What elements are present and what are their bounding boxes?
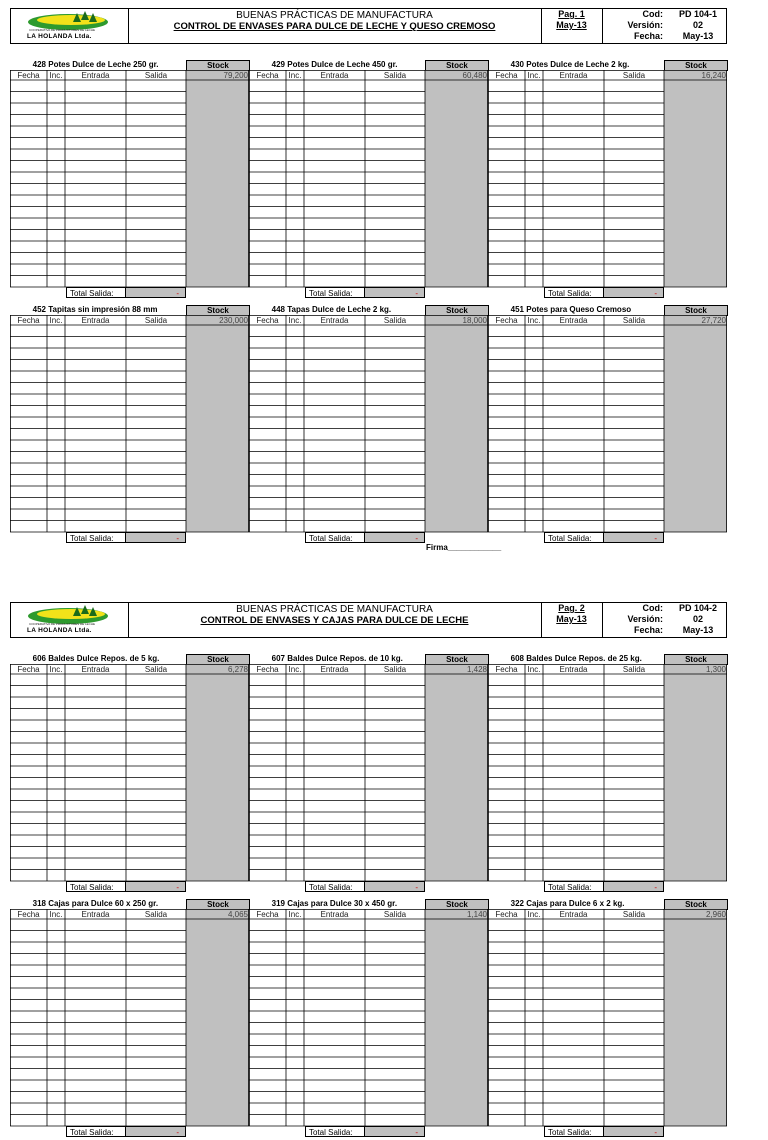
meta-value-code: PD 104-2: [678, 603, 718, 613]
stock-value: 1,140: [466, 910, 487, 919]
logo-subtitle: COOPERATIVA DE PRODUCTORES DE LECHE: [29, 622, 96, 626]
column-header-fecha: Fecha: [495, 71, 518, 80]
company-logo: [11, 603, 129, 637]
section-title: [488, 654, 664, 664]
document-meta: [603, 603, 727, 636]
total-salida-label: Total Salida:: [544, 287, 604, 298]
total-salida-label: Total Salida:: [305, 532, 365, 543]
column-header-salida: Salida: [144, 316, 168, 325]
column-header-fecha: Fecha: [17, 910, 40, 919]
inventory-section: [488, 899, 727, 1140]
column-header-entrada: Entrada: [559, 910, 588, 919]
inventory-section: [10, 899, 249, 1140]
meta-row-code: [603, 603, 727, 614]
product-code: 451: [510, 305, 524, 314]
meta-label-code: Cod:: [642, 603, 663, 613]
stock-column-fill: [186, 70, 249, 287]
section-title: [249, 899, 425, 909]
stock-value: 1,300: [705, 665, 726, 674]
stock-value: 4,065: [227, 910, 248, 919]
column-header-salida: Salida: [383, 910, 407, 919]
entry-grid: [249, 909, 488, 1127]
section-title: [10, 60, 186, 70]
column-header-inc: Inc.: [527, 665, 541, 674]
column-header-salida: Salida: [383, 71, 407, 80]
column-header-entrada: Entrada: [320, 910, 349, 919]
column-header-fecha: Fecha: [17, 665, 40, 674]
page-number-cell: [541, 9, 603, 43]
meta-row-version: [603, 614, 727, 625]
total-salida-value: -: [604, 287, 664, 298]
stock-value: 60,480: [462, 71, 487, 80]
product-code: 322: [510, 899, 524, 908]
stock-column-fill: [186, 909, 249, 1126]
stock-value: 18,000: [462, 316, 487, 325]
total-salida-value: -: [604, 532, 664, 543]
product-code: 452: [32, 305, 46, 314]
stock-value: 16,240: [701, 71, 726, 80]
total-salida-label: Total Salida:: [544, 1126, 604, 1137]
stock-column-fill: [664, 315, 727, 532]
section-title: [249, 305, 425, 315]
header-line-1: BUENAS PRÁCTICAS DE MANUFACTURA: [236, 604, 433, 615]
column-header-inc: Inc.: [49, 316, 63, 325]
stock-label: Stock: [186, 899, 250, 910]
section-title: [488, 305, 664, 315]
logo-name: LA HOLANDA Ltda.: [27, 627, 92, 634]
stock-value: 230,000: [219, 316, 248, 325]
entry-grid: [10, 70, 249, 288]
entry-grid: [10, 315, 249, 533]
entry-grid: [249, 315, 488, 533]
company-logo: [11, 9, 129, 43]
stock-label: Stock: [425, 899, 489, 910]
column-header-salida: Salida: [144, 910, 168, 919]
stock-label: Stock: [425, 305, 489, 316]
section-title: [488, 60, 664, 70]
total-salida-label: Total Salida:: [66, 881, 126, 892]
meta-value-version: 02: [692, 614, 703, 624]
stock-label: Stock: [186, 305, 250, 316]
stock-column-fill: [664, 664, 727, 881]
section-title: [249, 60, 425, 70]
column-header-salida: Salida: [622, 665, 646, 674]
entry-grid: [249, 70, 488, 288]
meta-value-date: May-13: [682, 31, 714, 41]
total-salida-label: Total Salida:: [66, 1126, 126, 1137]
inventory-section: [488, 654, 727, 895]
product-name: Baldes Dulce Repos. de 5 kg.: [48, 654, 160, 663]
stock-column-fill: [664, 909, 727, 1126]
column-header-inc: Inc.: [49, 665, 63, 674]
column-header-fecha: Fecha: [256, 665, 279, 674]
column-header-entrada: Entrada: [320, 665, 349, 674]
product-code: 606: [32, 654, 46, 663]
column-header-entrada: Entrada: [320, 71, 349, 80]
stock-label: Stock: [425, 654, 489, 665]
column-header-entrada: Entrada: [559, 316, 588, 325]
column-header-inc: Inc.: [49, 71, 63, 80]
meta-value-version: 02: [692, 20, 703, 30]
column-header-salida: Salida: [622, 71, 646, 80]
inventory-section: [249, 305, 488, 546]
inventory-section: [10, 305, 249, 546]
total-salida-label: Total Salida:: [305, 1126, 365, 1137]
product-name: Potes Dulce de Leche 450 gr.: [287, 60, 398, 69]
total-salida-label: Total Salida:: [544, 881, 604, 892]
meta-row-date: [603, 31, 727, 42]
meta-label-date: Fecha:: [633, 625, 663, 635]
section-title: [488, 899, 664, 909]
stock-column-fill: [186, 315, 249, 532]
signature-line: Firma____________: [426, 543, 502, 552]
form-page: [10, 602, 727, 1137]
header-titles: [128, 9, 542, 43]
logo-name: LA HOLANDA Ltda.: [27, 33, 92, 40]
stock-label: Stock: [664, 899, 728, 910]
product-name: Baldes Dulce Repos. de 10 kg.: [287, 654, 403, 663]
column-header-salida: Salida: [622, 910, 646, 919]
column-header-entrada: Entrada: [559, 665, 588, 674]
entry-grid: [488, 70, 727, 288]
column-header-fecha: Fecha: [256, 316, 279, 325]
entry-grid: [10, 664, 249, 882]
column-header-inc: Inc.: [49, 910, 63, 919]
column-header-fecha: Fecha: [256, 71, 279, 80]
product-name: Potes Dulce de Leche 2 kg.: [526, 60, 630, 69]
column-header-inc: Inc.: [527, 910, 541, 919]
header-line-1: BUENAS PRÁCTICAS DE MANUFACTURA: [236, 10, 433, 21]
inventory-section: [488, 305, 727, 546]
column-header-fecha: Fecha: [495, 910, 518, 919]
entry-grid: [488, 909, 727, 1127]
column-header-inc: Inc.: [288, 71, 302, 80]
page-number: Pag. 2: [558, 603, 585, 613]
total-salida-label: Total Salida:: [544, 532, 604, 543]
stock-column-fill: [425, 664, 488, 881]
total-salida-value: -: [126, 287, 186, 298]
column-header-fecha: Fecha: [495, 316, 518, 325]
meta-row-date: [603, 625, 727, 636]
total-salida-value: -: [365, 1126, 425, 1137]
total-salida-value: -: [365, 287, 425, 298]
column-header-inc: Inc.: [288, 665, 302, 674]
column-header-inc: Inc.: [527, 71, 541, 80]
total-salida-label: Total Salida:: [66, 287, 126, 298]
total-salida-value: -: [604, 881, 664, 892]
section-title: [10, 305, 186, 315]
page-number-cell: [541, 603, 603, 637]
stock-label: Stock: [425, 60, 489, 71]
product-name: Potes Dulce de Leche 250 gr.: [48, 60, 159, 69]
column-header-entrada: Entrada: [81, 71, 110, 80]
product-code: 429: [271, 60, 285, 69]
inventory-section: [488, 60, 727, 301]
inventory-section: [249, 654, 488, 895]
column-header-salida: Salida: [144, 665, 168, 674]
stock-value: 27,720: [701, 316, 726, 325]
section-title: [249, 654, 425, 664]
stock-label: Stock: [186, 60, 250, 71]
stock-value: 79,200: [223, 71, 248, 80]
product-name: Baldes Dulce Repos. de 25 kg.: [526, 654, 642, 663]
stock-label: Stock: [664, 305, 728, 316]
product-name: Cajas para Dulce 6 x 2 kg.: [526, 899, 625, 908]
stock-value: 1,428: [466, 665, 487, 674]
meta-label-version: Versión:: [627, 20, 663, 30]
product-name: Potes para Queso Cremoso: [526, 305, 632, 314]
entry-grid: [488, 664, 727, 882]
stock-label: Stock: [186, 654, 250, 665]
total-salida-value: -: [126, 532, 186, 543]
column-header-fecha: Fecha: [495, 665, 518, 674]
column-header-salida: Salida: [383, 316, 407, 325]
column-header-fecha: Fecha: [17, 316, 40, 325]
total-salida-label: Total Salida:: [305, 287, 365, 298]
stock-value: 6,278: [227, 665, 248, 674]
total-salida-value: -: [126, 881, 186, 892]
total-salida-label: Total Salida:: [66, 532, 126, 543]
page-number: Pag. 1: [558, 9, 585, 19]
column-header-salida: Salida: [622, 316, 646, 325]
inventory-section: [10, 60, 249, 301]
product-code: 318: [32, 899, 46, 908]
entry-grid: [249, 664, 488, 882]
product-code: 430: [510, 60, 524, 69]
logo-subtitle: COOPERATIVA DE PRODUCTORES DE LECHE: [29, 28, 96, 32]
product-name: Tapas Dulce de Leche 2 kg.: [287, 305, 392, 314]
total-salida-label: Total Salida:: [305, 881, 365, 892]
entry-grid: [488, 315, 727, 533]
meta-value-date: May-13: [682, 625, 714, 635]
meta-label-date: Fecha:: [633, 31, 663, 41]
header-titles: [128, 603, 542, 637]
document-meta: [603, 9, 727, 42]
document-title: CONTROL DE ENVASES PARA DULCE DE LECHE Y QUESO CREMOSO: [173, 21, 496, 32]
column-header-entrada: Entrada: [320, 316, 349, 325]
page-header: [10, 8, 727, 44]
column-header-fecha: Fecha: [256, 910, 279, 919]
stock-label: Stock: [664, 654, 728, 665]
product-code: 319: [271, 899, 285, 908]
meta-label-code: Cod:: [642, 9, 663, 19]
product-code: 608: [510, 654, 524, 663]
product-code: 607: [271, 654, 285, 663]
column-header-inc: Inc.: [288, 910, 302, 919]
column-header-entrada: Entrada: [81, 910, 110, 919]
product-code: 448: [271, 305, 285, 314]
stock-column-fill: [425, 70, 488, 287]
stock-column-fill: [664, 70, 727, 287]
page-header: [10, 602, 727, 638]
entry-grid: [10, 909, 249, 1127]
stock-column-fill: [425, 909, 488, 1126]
form-page: [10, 8, 727, 543]
stock-column-fill: [425, 315, 488, 532]
total-salida-value: -: [604, 1126, 664, 1137]
document-title: CONTROL DE ENVASES Y CAJAS PARA DULCE DE LECHE: [200, 615, 469, 626]
column-header-entrada: Entrada: [559, 71, 588, 80]
meta-row-code: [603, 9, 727, 20]
page-date: May-13: [556, 20, 587, 30]
meta-value-code: PD 104-1: [678, 9, 718, 19]
inventory-section: [10, 654, 249, 895]
product-name: Cajas para Dulce 60 x 250 gr.: [48, 899, 159, 908]
page-date: May-13: [556, 614, 587, 624]
stock-column-fill: [186, 664, 249, 881]
section-title: [10, 899, 186, 909]
meta-row-version: [603, 20, 727, 31]
column-header-fecha: Fecha: [17, 71, 40, 80]
column-header-salida: Salida: [144, 71, 168, 80]
product-name: Tapitas sin impresión 88 mm: [48, 305, 158, 314]
total-salida-value: -: [365, 881, 425, 892]
meta-label-version: Versión:: [627, 614, 663, 624]
total-salida-value: -: [126, 1126, 186, 1137]
inventory-section: [249, 899, 488, 1140]
inventory-section: [249, 60, 488, 301]
column-header-inc: Inc.: [288, 316, 302, 325]
column-header-inc: Inc.: [527, 316, 541, 325]
stock-value: 2,960: [705, 910, 726, 919]
total-salida-value: -: [365, 532, 425, 543]
product-code: 428: [32, 60, 46, 69]
section-title: [10, 654, 186, 664]
column-header-salida: Salida: [383, 665, 407, 674]
stock-label: Stock: [664, 60, 728, 71]
column-header-entrada: Entrada: [81, 665, 110, 674]
column-header-entrada: Entrada: [81, 316, 110, 325]
product-name: Cajas para Dulce 30 x 450 gr.: [287, 899, 398, 908]
